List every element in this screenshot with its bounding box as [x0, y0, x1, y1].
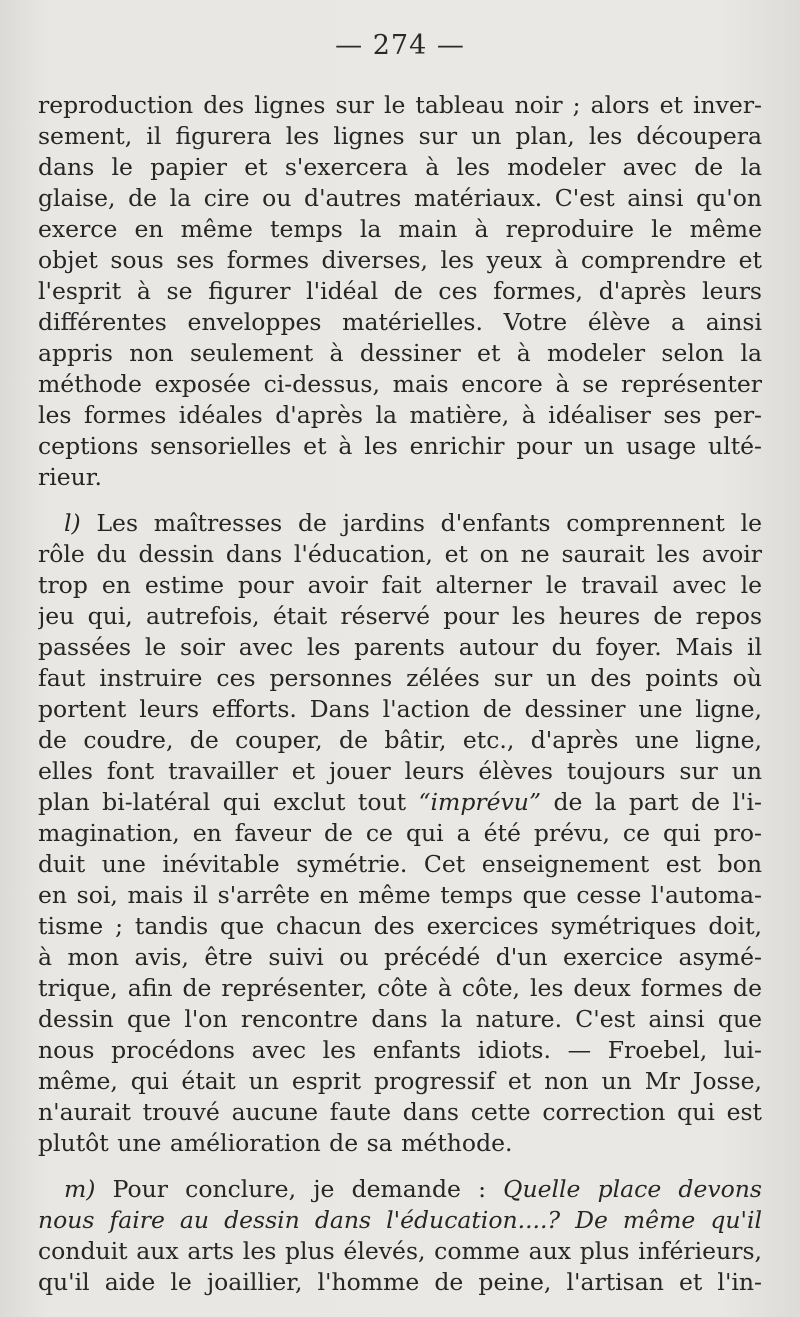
text-line: trop en estime pour avoir fait alterner le travail avec le	[38, 571, 762, 599]
text-span-italic: nous faire au dessin dans l'éducation....? De même qu'il	[38, 1206, 762, 1234]
text-line: plutôt une amélioration de sa méthode.	[38, 1129, 513, 1157]
text-line: nous procédons avec les enfants idiots. — Froebel, lui-	[38, 1036, 762, 1064]
text-line: les formes idéales d'après la matière, à idéaliser ses per-	[38, 401, 762, 429]
text-line: n'aurait trouvé aucune faute dans cette correction qui est	[38, 1098, 762, 1126]
text-line: conduit aux arts les plus élevés, comme aux plus inférieurs,	[38, 1237, 762, 1265]
text-line: objet sous ses formes diverses, les yeux à comprendre et	[38, 246, 762, 274]
text-line: en soi, mais il s'arrête en même temps que cesse l'automa-	[38, 881, 762, 909]
paragraph-marker: m)	[64, 1175, 96, 1203]
text-line: ceptions sensorielles et à les enrichir pour un usage ulté-	[38, 432, 762, 460]
text-line: différentes enveloppes matérielles. Votre élève a ainsi	[38, 308, 762, 336]
text-span: de la part de l'i-	[553, 788, 762, 816]
text-line: dessin que l'on rencontre dans la nature. C'est ainsi que	[38, 1005, 762, 1033]
text-line: reproduction des lignes sur le tableau noir ; alors et inver-	[38, 91, 762, 119]
text-line: tisme ; tandis que chacun des exercices symétriques doit,	[38, 912, 762, 940]
paragraph-first-line	[38, 508, 762, 538]
text-line: rôle du dessin dans l'éducation, et on ne saurait les avoir	[38, 540, 762, 568]
text-line: glaise, de la cire ou d'autres matériaux. C'est ainsi qu'on	[38, 184, 762, 212]
text-line: méthode exposée ci-dessus, mais encore à se représenter	[38, 370, 762, 398]
text-line: faut instruire ces personnes zélées sur un des points où	[38, 664, 762, 692]
text-line: passées le soir avec les parents autour du foyer. Mais il	[38, 633, 762, 661]
emphasis-word: “imprévu”	[418, 788, 541, 816]
text-line: sement, il figurera les lignes sur un plan, les découpera	[38, 122, 762, 150]
text-line: elles font travailler et jouer leurs élèves toujours sur un	[38, 757, 762, 785]
page-number: — 274 —	[335, 30, 465, 61]
text-span: plan bi-latéral qui exclut tout	[38, 788, 407, 816]
paragraph-first-line	[38, 1174, 762, 1204]
text-line: duit une inévitable symétrie. Cet enseignement est bon	[38, 850, 762, 878]
text-line: exerce en même temps la main à reproduire le même	[38, 215, 762, 243]
text-line: à mon avis, être suivi ou précédé d'un exercice asymé-	[38, 943, 762, 971]
text-line: trique, afin de représenter, côte à côte, les deux formes de	[38, 974, 762, 1002]
text-line: de coudre, de couper, de bâtir, etc., d'après une ligne,	[38, 726, 762, 754]
text-line: même, qui était un esprit progressif et non un Mr Josse,	[38, 1067, 762, 1095]
text-line: l'esprit à se figurer l'idéal de ces formes, d'après leurs	[38, 277, 762, 305]
text-line: magination, en faveur de ce qui a été prévu, ce qui pro-	[38, 819, 762, 847]
text-line: dans le papier et s'exercera à les modeler avec de la	[38, 153, 762, 181]
paragraph-marker: l)	[64, 509, 81, 537]
text-line-with-emphasis	[38, 787, 762, 817]
question-italic: Quelle place devons	[503, 1175, 762, 1203]
text-line: qu'il aide le joaillier, l'homme de peine, l'artisan et l'in-	[38, 1268, 762, 1296]
text-span: Pour conclure, je demande :	[112, 1175, 486, 1203]
text-line: jeu qui, autrefois, était réservé pour les heures de repos	[38, 602, 762, 630]
text-line: rieur.	[38, 463, 102, 491]
text-line: appris non seulement à dessiner et à modeler selon la	[38, 339, 762, 367]
text-line	[38, 1205, 762, 1235]
text-line: portent leurs efforts. Dans l'action de dessiner une ligne,	[38, 695, 762, 723]
text-span: Les maîtresses de jardins d'enfants comprennent le	[96, 509, 762, 537]
